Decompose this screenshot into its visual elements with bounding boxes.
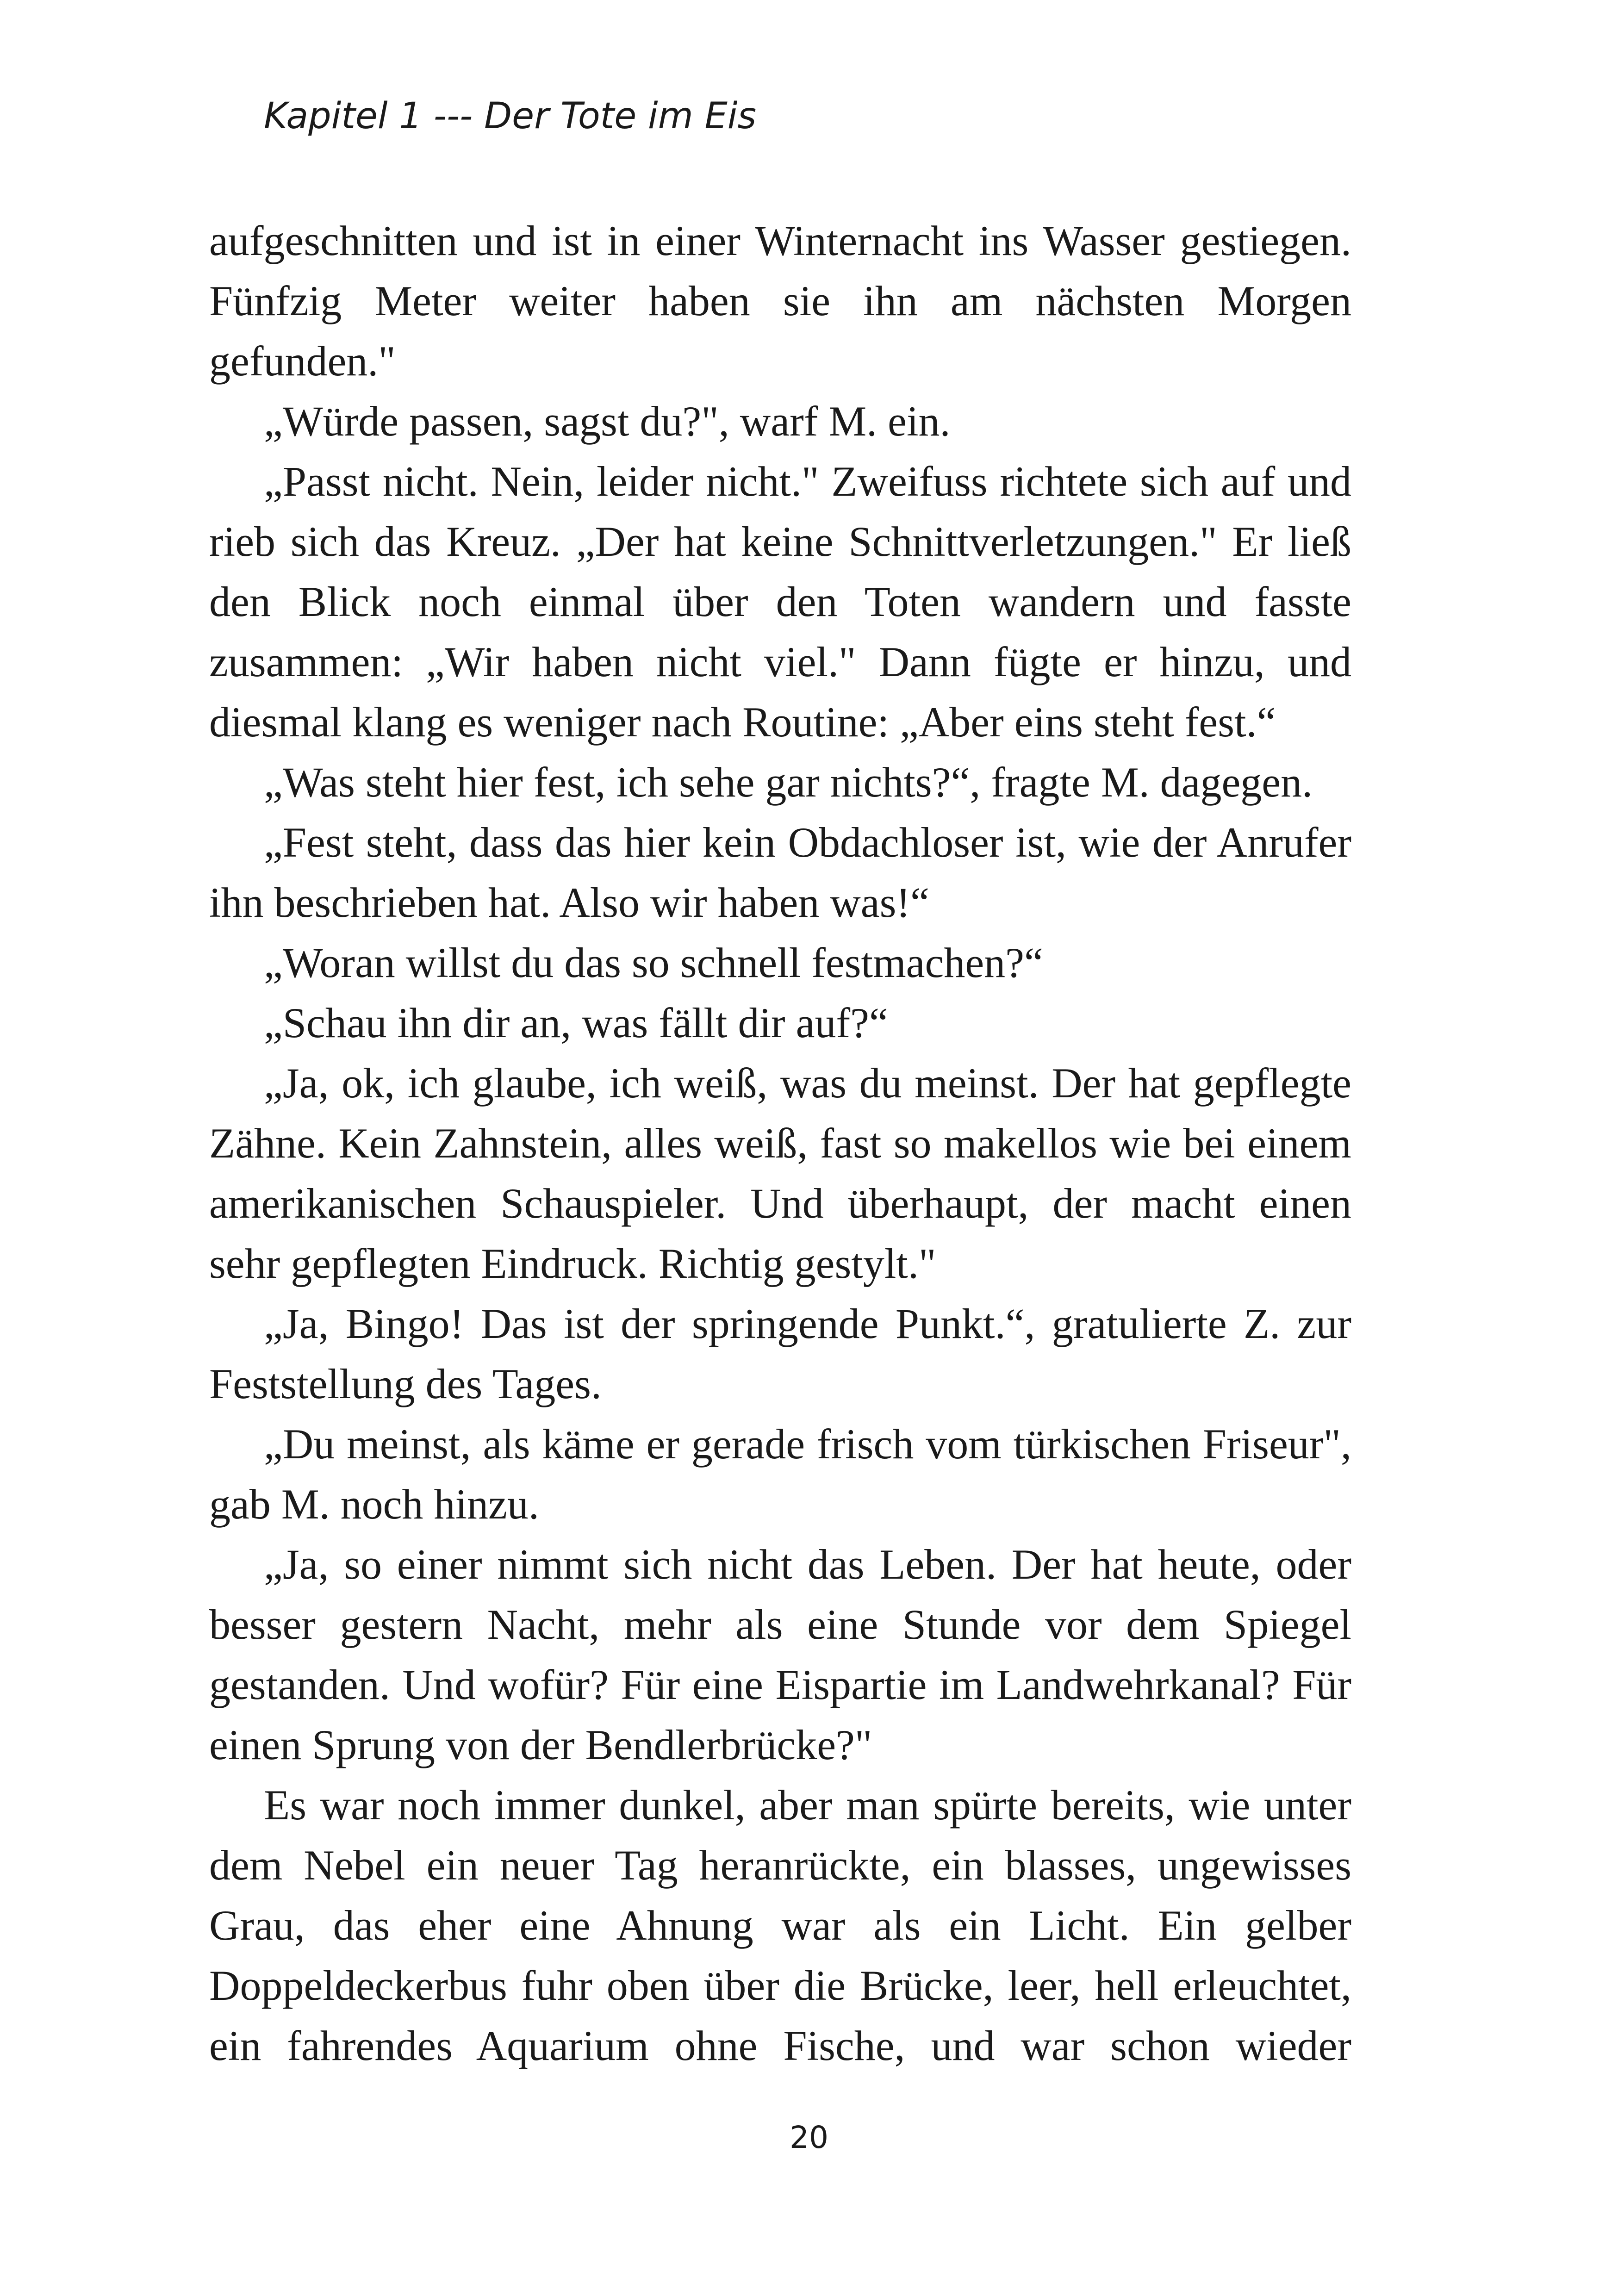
paragraph: aufgeschnitten und ist in einer Winternacht ins Wasser gestiegen. Fünfzig Meter weiter haben sie ihn am nächsten Morgen gefunden." [209,217,1351,385]
paragraph: Es war noch immer dunkel, aber man spürte bereits, wie unter dem Nebel ein neuer Tag heranrückte, ein blasses, ungewisses Grau, das eher eine Ahnung war als ein Licht. Ein gelber Doppeldeckerbus fuhr oben über die Brücke, leer, hell erleuchtet, ein fahrendes Aquarium ohne Fische, und war schon wieder [209,1781,1351,2069]
paragraph: „Du meinst, als käme er gerade frisch vom türkischen Friseur", gab M. noch hinzu. [209,1420,1351,1528]
body-text [209,211,1351,2076]
paragraph: „Ja, so einer nimmt sich nicht das Leben. Der hat heute, oder besser gestern Nacht, mehr als eine Stunde vor dem Spiegel gestanden. Und wofür? Für eine Eispartie im Landwehrkanal? Für einen Sprung von der Bendlerbrücke?" [209,1541,1351,1768]
paragraph: „Ja, Bingo! Das ist der springende Punkt.“, gratulierte Z. zur Feststellung des Tages. [209,1300,1351,1407]
paragraph: „Ja, ok, ich glaube, ich weiß, was du meinst. Der hat gepflegte Zähne. Kein Zahnstein, alles weiß, fast so makellos wie bei einem amerikanischen Schauspieler. Und überhaupt, der macht einen sehr gepflegten Eindruck. Richtig gestylt." [209,1059,1351,1287]
paragraph: „Woran willst du das so schnell festmachen?“ [264,939,1043,986]
running-head-chapter-title: Kapitel 1 --- Der Tote im Eis [264,95,757,137]
paragraph: „Schau ihn dir an, was fällt dir auf?“ [264,999,888,1046]
paragraph: „Was steht hier fest, ich sehe gar nichts?“, fragte M. dagegen. [264,759,1313,806]
paragraph: „Würde passen, sagst du?", warf M. ein. [264,398,951,445]
page-number: 20 [790,2120,828,2155]
paragraph: „Fest steht, dass das hier kein Obdachloser ist, wie der Anrufer ihn beschrieben hat. Also wir haben was!“ [209,819,1351,926]
paragraph: „Passt nicht. Nein, leider nicht." Zweifuss richtete sich auf und rieb sich das Kreuz. „Der hat keine Schnittverletzungen." Er ließ den Blick noch einmal über den Toten wandern und fasste zusammen: „Wir haben nicht viel." Dann fügte er hinzu, und diesmal klang es weniger nach Routine: „Aber eins steht fest.“ [209,458,1351,746]
